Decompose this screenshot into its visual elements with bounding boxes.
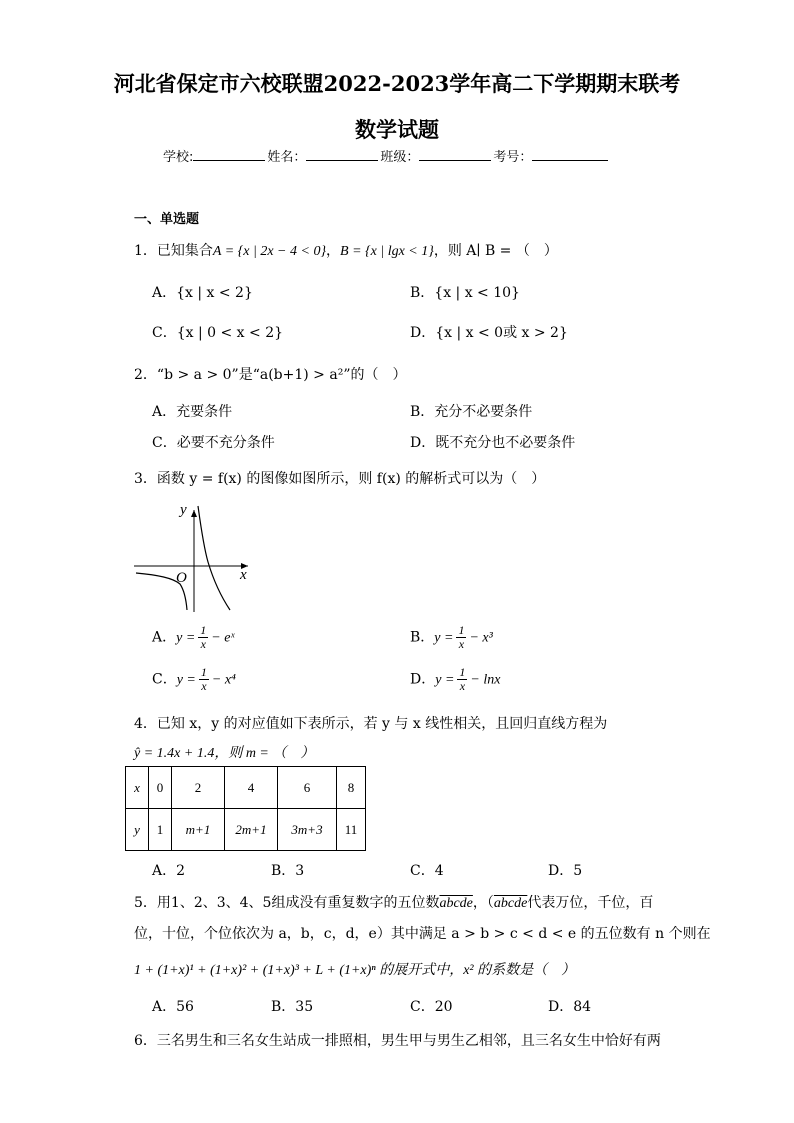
q1-stem: 1．已知集合 [134,243,213,259]
q5-line1-c: 代表万位，千位，百 [527,895,654,911]
q3-b-num: 1 [458,623,465,637]
q3-d-den: x [459,679,466,693]
q2-option-a[interactable]: A．充要条件 [152,404,233,420]
question-6: 6．三名男生和三名女生站成一排照相，男生甲与男生乙相邻，且三名女生中恰好有两 [134,1033,661,1049]
name-label: 姓名： [267,150,307,165]
q5-option-c[interactable]: C．20 [410,999,453,1015]
q3-c-num: 1 [200,665,207,679]
q1-set-a: A = {x | 2x − 4 < 0} [212,244,327,259]
q5-line3: 1 + (1+x)¹ + (1+x)² + (1+x)³ + L + (1+x)ⁿ 的展开式中，x² 的系数是（ ） [134,963,576,978]
q3-option-c[interactable] [152,666,236,693]
q4-regression-line: ŷ = 1.4x + 1.4，则 m = （ ） [134,746,315,761]
q3-c-den: x [201,679,207,693]
name-blank [306,148,378,161]
q1-option-c[interactable]: C．{x | 0 < x < 2} [152,325,284,341]
table-cell: 8 [337,767,366,809]
q2-option-d[interactable]: D．既不充分也不必要条件 [410,435,576,451]
q4-option-a[interactable]: A．2 [152,863,186,879]
q3-c-pre: y = [176,672,196,688]
exam-title-line2: 数学试题 [355,117,439,142]
q3-a-num: 1 [200,623,207,637]
exam-title-line1: 河北省保定市六校联盟2022-2023学年高二下学期期末联考 [113,71,681,96]
q1-option-d[interactable]: D．{x | x < 0或 x > 2} [410,325,568,341]
q3-function-graph [128,498,258,616]
q3-a-post: − eˣ [211,630,235,646]
table-cell: 3m+3 [278,809,337,851]
q3-c-frac [199,666,209,693]
q5-line1-b: ，（ [472,895,494,911]
q3-b-frac [456,624,466,651]
student-info-row [163,146,610,165]
table-row-x [126,767,366,809]
q3-b-den: x [458,637,465,651]
table-cell: y [126,809,149,851]
q3-d-num: 1 [459,665,466,679]
class-label: 班级： [380,150,420,165]
origin-label: O [176,570,187,586]
q3-option-a[interactable] [152,624,234,651]
q2-option-c[interactable]: C．必要不充分条件 [152,435,275,451]
y-axis-label: y [180,502,187,518]
q3-option-b[interactable] [410,624,493,651]
table-cell: 0 [149,767,172,809]
q3-option-d[interactable] [410,666,500,693]
q3-d-post: − lnx [470,672,501,688]
q5-option-d[interactable]: D．84 [548,999,592,1015]
q3-a-letter: A． [152,629,177,646]
q3-c-letter: C． [152,671,177,688]
q4-option-d[interactable]: D．5 [548,863,583,879]
q4-option-b[interactable]: B．3 [271,863,305,879]
table-cell: 2m+1 [225,809,278,851]
q3-d-frac [457,666,467,693]
q4-option-c[interactable]: C．4 [410,863,444,879]
q5-option-b[interactable]: B．35 [271,999,314,1015]
question-2: 2．“b > a > 0”是“a(b+1) > a²”的（ ） [134,367,407,383]
q2-option-b[interactable]: B．充分不必要条件 [410,404,533,420]
q3-a-den: x [200,637,206,651]
school-label: 学校: [163,150,194,165]
table-cell: 11 [337,809,366,851]
table-row-y [126,809,366,851]
q3-a-frac [198,624,208,651]
school-blank [193,148,265,161]
curve-right-branch [198,506,230,610]
q3-a-pre: y = [176,630,196,646]
q1-sep: ， [326,243,341,259]
question-5 [134,892,653,912]
x-axis-label: x [240,567,247,583]
table-cell: 2 [172,767,225,809]
q5-overline-number-2: abcde [493,896,528,911]
table-cell: m+1 [172,809,225,851]
y-axis-arrow [191,510,197,517]
q5-line2: 位，十位，个位依次为 a，b，c，d，e）其中满足 a > b > c < d < e 的五位数有 n 个则在 [134,926,711,942]
q5-overline-number: abcde [439,896,473,911]
table-cell: x [126,767,149,809]
q3-c-post: − x⁴ [211,672,236,688]
class-blank [419,148,491,161]
section-heading: 一、单选题 [134,212,200,227]
table-cell: 1 [149,809,172,851]
q1-option-a[interactable]: A．{x | x < 2} [152,285,253,301]
q5-option-a[interactable]: A．56 [152,999,194,1015]
question-4: 4．已知 x，y 的对应值如下表所示，若 y 与 x 线性相关，且回归直线方程为 [134,716,608,732]
q3-b-pre: y = [434,630,454,646]
q3-d-letter: D． [410,671,436,688]
table-cell: 6 [278,767,337,809]
table-cell: 4 [225,767,278,809]
q3-b-letter: B． [410,629,435,646]
q1-option-b[interactable]: B．{x | x < 10} [410,285,520,301]
q1-set-b: B = {x | lgx < 1} [340,244,434,259]
q4-value-table [125,766,366,851]
q3-b-post: − x³ [469,630,493,646]
q5-line1-a: 5．用1、2、3、4、5组成没有重复数字的五位数 [134,895,440,911]
id-label: 考号： [493,150,533,165]
question-1 [134,240,558,260]
q3-d-pre: y = [435,672,455,688]
q1-ask: ，则 A∣ B = （ ） [433,243,558,259]
question-3: 3．函数 y = f(x) 的图像如图所示，则 f(x) 的解析式可以为（ ） [134,471,546,487]
id-blank [532,148,608,161]
